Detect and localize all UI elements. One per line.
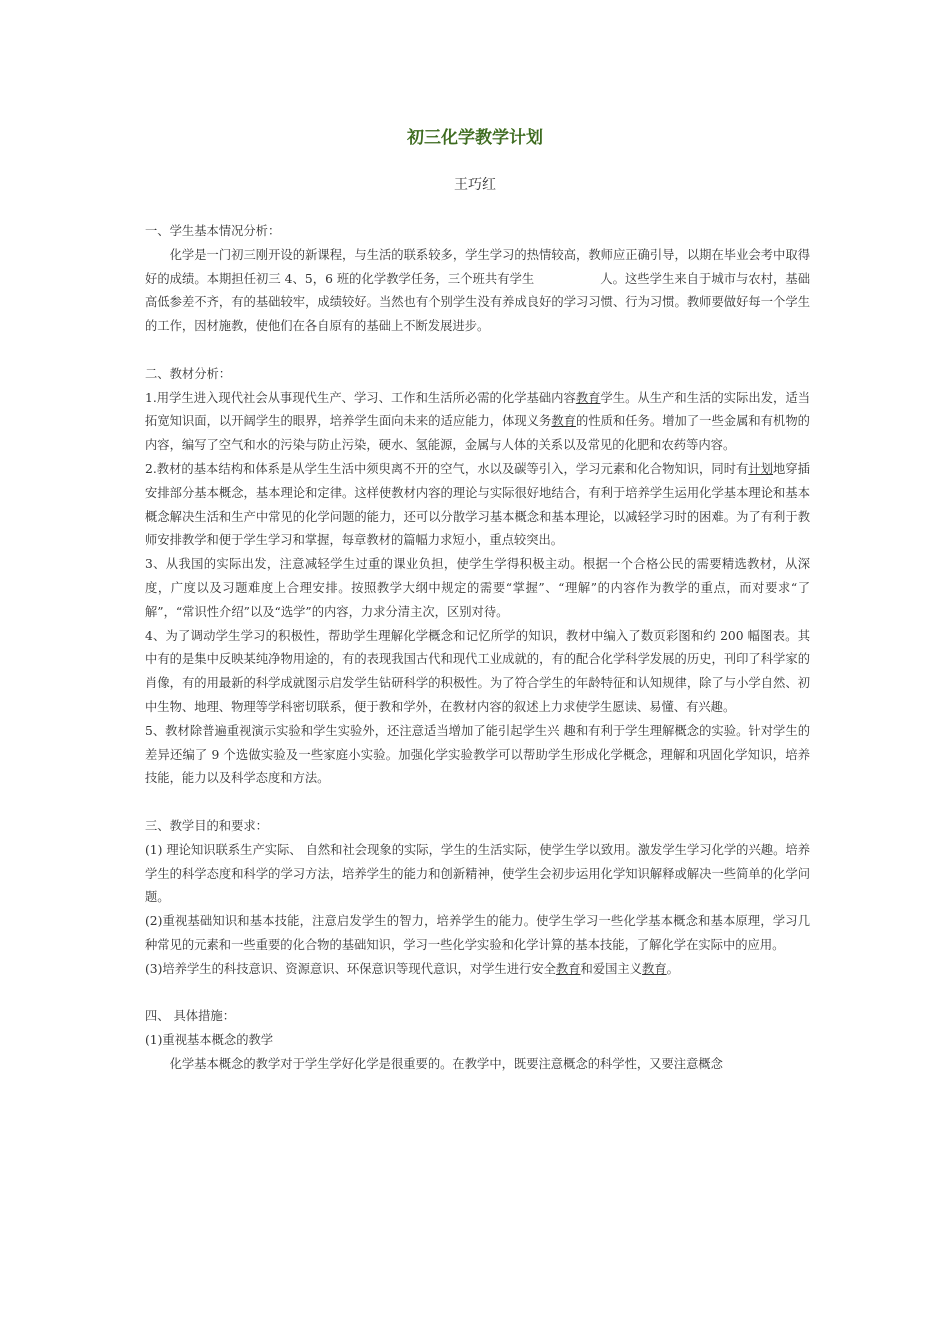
- underlined-term: 教育: [551, 414, 577, 429]
- text-run: 学生。从生产和生活的实际出发，适当拓宽知识面，以开阔学生的眼界，培养学生面向未来的适应能力，体现义务: [145, 390, 810, 429]
- spacer: [145, 339, 810, 363]
- text-run: 。: [666, 961, 679, 976]
- section-2-item-2: [145, 458, 810, 553]
- text-run: 的性质和任务。增加了一些金属和有机物的内容，编写了空气和水的污染与防止污染，硬水、氢能源，金属与人体的关系以及常见的化肥和农药等内容。: [145, 414, 810, 453]
- document-body: [145, 220, 810, 1077]
- text-run: (3)培养学生的科技意识、资源意识、环保意识等现代意识，对学生进行安全: [145, 961, 556, 976]
- section-4-paragraph: 化学基本概念的教学对于学生学好化学是很重要的。在教学中，既要注意概念的科学性，又要注意概念: [169, 1056, 723, 1071]
- section-4-heading: 四、 具体措施：: [145, 1009, 235, 1024]
- section-3-item-3: [145, 958, 810, 982]
- section-1-text-b: 人。这些学生来自于城市与农村，基础高低参差不齐，有的基础较牢，成绩较好。当然也有个别学生没有养成良好的学习习惯、行为习惯。教师要做好每一个学生的工作，因材施教，使他们在各自原有的基础上不断发展进步。: [145, 271, 810, 334]
- underlined-term: 教育: [575, 390, 601, 405]
- section-2-item-3: 3、从我国的实际出发，注意减轻学生过重的课业负担，使学生学得积极主动。根据一个合格公民的需要精选教材，从深度，广度以及习题难度上合理安排。按照教学大纲中规定的需要“掌握”、“理解”的内容作为教学的重点，而对要求“了解”，“常识性介绍”以及“选学”的内容，力求分清主次，区别对待。: [145, 557, 810, 619]
- text-run: 地穿插安排部分基本概念，基本理论和定律。这样使教材内容的理论与实际很好地结合，有利于培养学生运用化学基本理论和基本概念解决生活和生产中常见的化学问题的能力，还可以分散学习基本概念和基本理论，以减轻学习时的困难。为了有利于教师安排教学和便于学生学习和掌握，每章教材的篇幅力求短小，重点较突出。: [145, 461, 810, 548]
- section-2-item-4: 4、为了调动学生学习的积极性，帮助学生理解化学概念和记忆所学的知识，教材中编入了数页彩图和约 200 幅图表。其中有的是集中反映某纯净物用途的，有的表现我国古代和现代工业成就的，有的配合化学科学发展的历史，刊印了科学家的肖像，有的用最新的科学成就图示启发学生钻研科学的积极性。为了符合学生的年龄特征和认知规律，除了与小学自然、初中生物、地理、物理等学科密切联系，便于教和学外，在教材内容的叙述上力求使学生愿读、易懂、有兴趣。: [145, 628, 810, 714]
- underlined-term: 教育: [642, 961, 667, 976]
- text-run: 1.用学生进入现代社会从事现代生产、学习、工作和生活所必需的化学基础内容: [145, 390, 576, 405]
- section-3-item-2: (2)重视基础知识和基本技能，注意启发学生的智力，培养学生的能力。使学生学习一些化学基本概念和基本原理，学习几种常见的元素和一些重要的化合物的基础知识，学习一些化学实验和化学计算的基本技能，了解化学在实际中的应用。: [145, 914, 810, 952]
- text-run: 2.教材的基本结构和体系是从学生生活中须臾离不开的空气，水以及碳等引入，学习元素和化合物知识，同时有: [145, 461, 749, 476]
- section-1-paragraph: [145, 244, 810, 339]
- document-title: 初三化学教学计划: [407, 128, 543, 148]
- underlined-term: 计划: [748, 461, 774, 476]
- spacer: [145, 791, 810, 815]
- author-name: 王巧红: [454, 177, 496, 193]
- section-1-text-a: 化学是一门初三刚开设的新课程，与生活的联系较多，学生学习的热情较高，教师应正确引导，以期在毕业会考中取得好的成绩。本期担任初三 4、5，6 班的化学教学任务，三个班共有学生: [145, 247, 810, 286]
- spacer: [145, 982, 810, 1006]
- section-2-heading: 二、教材分析：: [145, 366, 232, 381]
- section-2-item-1: [145, 387, 810, 458]
- underlined-term: 教育: [555, 961, 581, 976]
- section-3-item-1: (1) 理论知识联系生产实际、 自然和社会现象的实际，学生的生活实际，使学生学以致用。激发学生学习化学的兴趣。培养学生的科学态度和科学的学习方法，培养学生的能力和创新精神，使学生会初步运用化学知识解释或解决一些简单的化学问题。: [145, 842, 810, 905]
- text-run: 和爱国主义: [580, 961, 643, 976]
- section-3-heading: 三、教学目的和要求：: [145, 818, 268, 833]
- section-1-heading: 一、学生基本情况分析：: [145, 224, 281, 238]
- section-2-item-5: 5、教材除普遍重视演示实验和学生实验外，还注意适当增加了能引起学生兴 趣和有利于学生理解概念的实验。针对学生的差异还编了 9 个选做实验及一些家庭小实验。加强化学实验教学可以帮助学生形成化学概念，理解和巩固化学知识，培养技能，能力以及科学态度和方法。: [145, 723, 810, 786]
- section-4-subheading: (1)重视基本概念的教学: [145, 1033, 274, 1048]
